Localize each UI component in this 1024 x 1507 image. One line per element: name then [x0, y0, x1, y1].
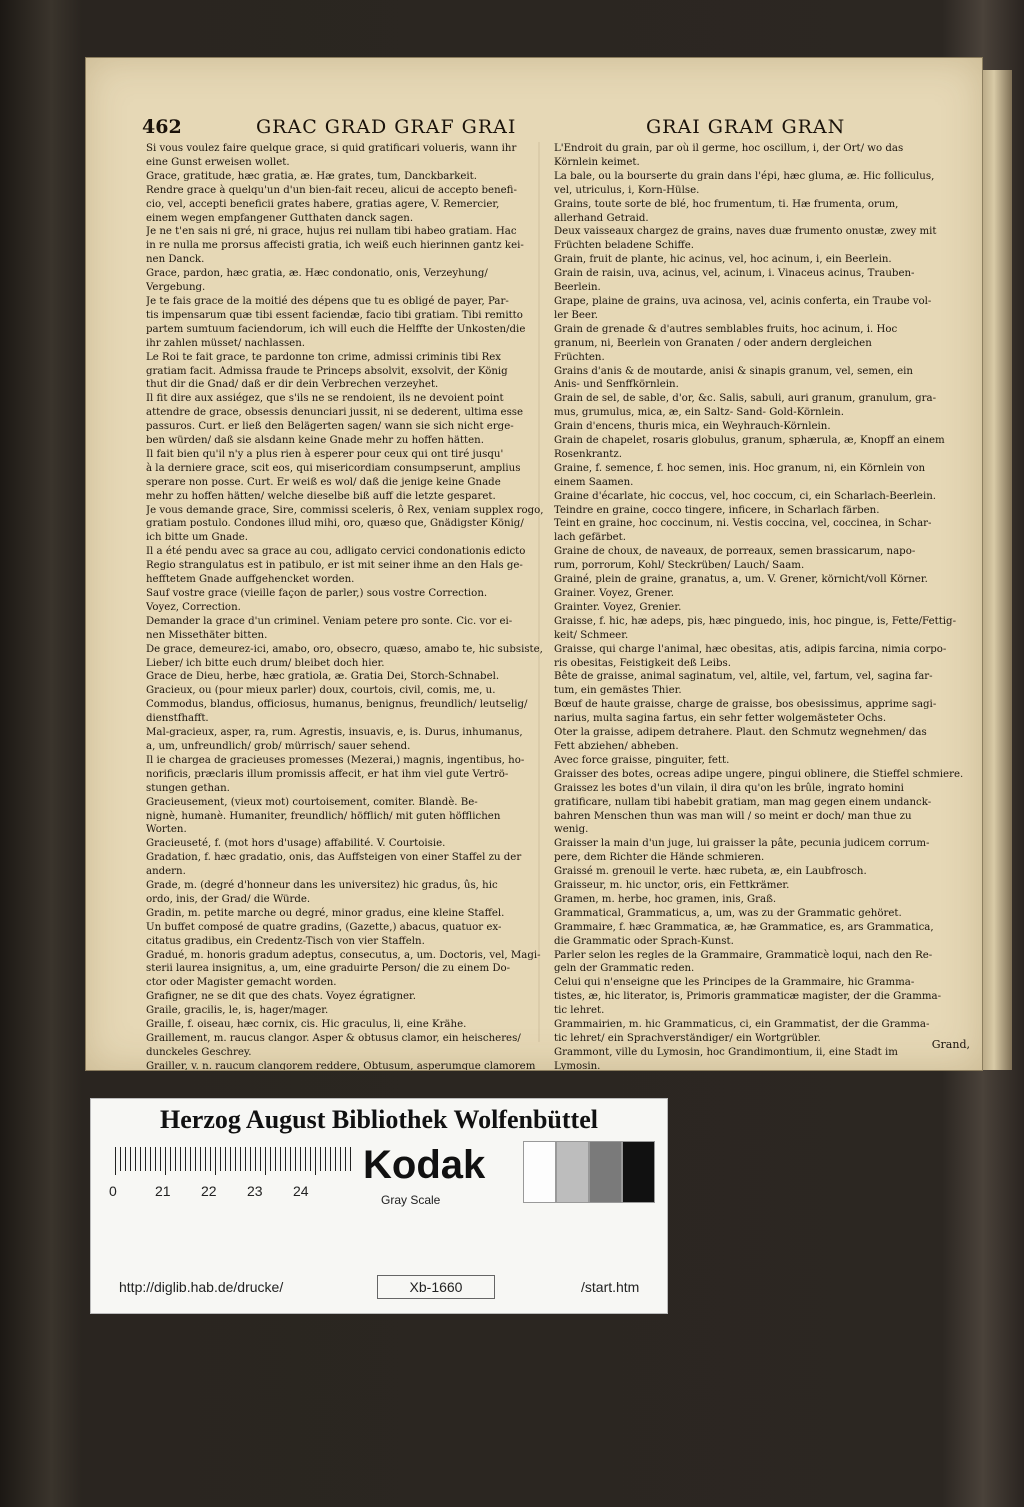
text-line: Grains, toute sorte de blé, hoc frumentum, ti. Hæ frumenta, orum, — [554, 198, 899, 210]
ruler-tick — [350, 1147, 351, 1171]
text-line: Grain, fruit de plante, hic acinus, vel, hoc acinum, i, ein Beerlein. — [554, 254, 892, 266]
scale-number: 24 — [293, 1183, 309, 1199]
text-line: gratiam postulo. Condones illud mihi, oro, quæso que, Gnädigster König/ — [146, 518, 524, 530]
ruler-tick — [275, 1147, 276, 1171]
text-line: sterii laurea insignitus, a, um, eine graduirte Person/ die zu einem Do- — [146, 963, 511, 975]
text-line: Il ie chargea de gracieuses promesses (Mezerai,) magnis, ingentibus, ho- — [146, 754, 525, 766]
scale-number: 22 — [201, 1183, 217, 1199]
ruler-tick — [215, 1147, 216, 1175]
text-line: allerhand Getraid. — [554, 212, 649, 224]
text-line: Lieber/ ich bitte euch drum/ bleibet doch hier. — [146, 657, 385, 669]
text-line: Grammaire, f. hæc Grammatica, æ, hæ Grammatice, es, ars Grammatica, — [554, 921, 934, 933]
text-line: Grain de chapelet, rosaris globulus, granum, sphærula, æ, Knopff an einem — [554, 435, 945, 447]
text-line: partem sumtuum faciendorum, ich will euch die Helffte der Unkosten/die — [146, 323, 526, 335]
running-header — [86, 116, 982, 142]
text-line: Il fait bien qu'il n'y a plus rien à esperer pour ceux qui ont tiré jusqu' — [146, 448, 504, 460]
text-line: Commodus, blandus, officiosus, humanus, benignus, freundlich/ leutselig/ — [146, 699, 528, 711]
text-line: ordo, inis, der Grad/ die Würde. — [146, 893, 311, 905]
text-line: attendre de grace, obsessis denunciari jussit, ni se dederent, ultima esse — [146, 407, 524, 419]
text-line: Il fit dire aux assiégez, que s'ils ne se rendoient, ils ne devoient point — [146, 393, 504, 405]
text-line: geln der Grammatic reden. — [554, 963, 695, 975]
text-line: Je te fais grace de la moitié des dépens que tu es obligé de payer, Par- — [146, 295, 509, 307]
text-line: Beerlein. — [554, 282, 601, 294]
text-line: Graine de choux, de naveaux, de porreaux, semen brassicarum, napo- — [554, 546, 916, 558]
ruler-tick — [335, 1147, 336, 1171]
text-line: citatus gradibus, ein Credentz-Tisch von vier Staffeln. — [146, 935, 425, 947]
ruler-tick — [270, 1147, 271, 1171]
left-column — [146, 142, 556, 1070]
text-line: dienstfhafft. — [146, 713, 209, 725]
ruler-tick — [305, 1147, 306, 1171]
ruler-tick — [115, 1147, 116, 1175]
text-line: pere, dem Richter die Hände schmieren. — [554, 852, 765, 864]
text-line: a, um, unfreundlich/ grob/ mürrisch/ sauer sehend. — [146, 740, 411, 752]
text-line: Gracieusement, (vieux mot) courtoisement, comiter. Blandè. Be- — [146, 796, 478, 808]
ruler-tick — [295, 1147, 296, 1171]
text-line: Graille, f. oiseau, hæc cornix, cis. Hic graculus, li, eine Krähe. — [146, 1019, 467, 1031]
text-line: Je ne t'en sais ni gré, ni grace, hujus rei nullam tibi habeo gratiam. Hac — [146, 226, 517, 238]
text-line: nen Missethäter bitten. — [146, 629, 268, 641]
text-line: Gradin, m. petite marche ou degré, minor gradus, eine kleine Staffel. — [146, 907, 505, 919]
text-line: Grainé, plein de graine, granatus, a, um. V. Grener, körnicht/voll Körner. — [554, 574, 928, 586]
ruler-tick — [320, 1147, 321, 1171]
text-line: granum, ni, Beerlein von Granaten / oder andern dergleichen — [554, 337, 872, 349]
text-line: Gramen, m. herbe, hoc gramen, inis, Graß. — [554, 893, 777, 905]
gray-patch — [589, 1141, 622, 1203]
text-line: Grainter. Voyez, Grenier. — [554, 601, 682, 613]
text-line: keit/ Schmeer. — [554, 629, 629, 641]
ruler-tick — [210, 1147, 211, 1171]
text-line: Teindre en graine, cocco tingere, inficere, in Scharlach färben. — [554, 504, 880, 516]
text-line: Graine d'écarlate, hic coccus, vel, hoc coccum, ci, ein Scharlach-Beerlein. — [554, 490, 937, 502]
text-line: einem wegen empfangener Gutthaten danck sagen. — [146, 212, 414, 224]
text-line: sperare non posse. Curt. Er weiß es wol/ daß die jenige keine Gnade — [146, 476, 501, 488]
text-line: Graisseur, m. hic unctor, oris, ein Fettkrämer. — [554, 880, 790, 892]
right-running-head: GRAI GRAM GRAN — [646, 116, 846, 138]
ruler-tick — [345, 1147, 346, 1171]
gray-scale-label: Gray Scale — [381, 1193, 441, 1207]
text-line: Grain de sel, de sable, d'or, &c. Salis, sabuli, auri granum, granulum, gra- — [554, 393, 937, 405]
ruler-tick — [130, 1147, 131, 1171]
text-line: Grade, m. (degré d'honneur dans les universitez) hic gradus, ûs, hic — [146, 880, 498, 892]
text-line: Grape, plaine de grains, uva acinosa, vel, acinis conferta, ein Traube vol- — [554, 295, 932, 307]
text-line: dunckeles Geschrey. — [146, 1046, 252, 1058]
ruler-tick — [330, 1147, 331, 1171]
text-line: norificis, præclaris illum promissis affecit, er hat ihm viel gute Vertrö- — [146, 768, 509, 780]
text-line: Grammatical, Grammaticus, a, um, was zu der Grammatic gehöret. — [554, 907, 902, 919]
source-url: http://diglib.hab.de/drucke/ — [119, 1279, 284, 1295]
ruler-tick — [135, 1147, 136, 1171]
text-line: Deux vaisseaux chargez de grains, naves duæ frumento onustæ, zwey mit — [554, 226, 937, 238]
text-line: Grammont, ville du Lymosin, hoc Grandimontium, ii, eine Stadt im — [554, 1046, 898, 1058]
ruler-tick — [145, 1147, 146, 1171]
start-link: /start.htm — [581, 1279, 640, 1295]
text-line: Teint en graine, hoc coccinum, ni. Vestis coccina, vel, coccinea, in Schar- — [554, 518, 932, 530]
text-line: thut dir die Gnad/ daß er dir dein Verbrechen verzeyhet. — [146, 379, 439, 391]
text-line: ich bitte um Gnade. — [146, 532, 249, 544]
text-line: narius, multa sagina fartus, ein sehr fetter wolgemästeter Ochs. — [554, 713, 887, 725]
ruler-tick — [260, 1147, 261, 1171]
text-line: Graisse, f. hic, hæ adeps, pis, hæc pinguedo, inis, hoc pingue, is, Fette/Fettig- — [554, 615, 957, 627]
library-name: Herzog August Bibliothek Wolfenbüttel — [160, 1105, 598, 1134]
text-line: Grace de Dieu, herbe, hæc gratiola, æ. Gratia Dei, Storch-Schnabel. — [146, 671, 500, 683]
ruler-tick — [195, 1147, 196, 1171]
text-line: Gracieux, ou (pour mieux parler) doux, courtois, civil, comis, me, u. — [146, 685, 496, 697]
ruler-tick — [180, 1147, 181, 1171]
text-line: Si vous voulez faire quelque grace, si quid gratificari volueris, wann ihr — [146, 143, 517, 154]
text-line: Worten. — [146, 824, 187, 836]
text-line: mehr zu hoffen hätten/ welche dieselbe biß auff die letzte gesparet. — [146, 490, 496, 502]
text-line: Graissez les botes d'un vilain, il dira qu'on les brûle, ingrato homini — [554, 782, 904, 794]
text-line: lach gefärbet. — [554, 532, 626, 544]
scale-numbers — [109, 1183, 339, 1199]
ruler-tick — [300, 1147, 301, 1171]
text-line: Graisser des botes, ocreas adipe ungere, pingui oblinere, die Stieffel schmiere. — [554, 768, 964, 780]
ruler-tick — [250, 1147, 251, 1171]
text-line: Grafigner, ne se dit que des chats. Voyez égratigner. — [146, 991, 417, 1003]
catchword: Grand, — [931, 1038, 970, 1051]
ruler-scale — [115, 1147, 357, 1171]
text-line: tum, ein gemästes Thier. — [554, 685, 682, 697]
text-line: Grain de grenade & d'autres semblables fruits, hoc acinum, i. Hoc — [554, 323, 898, 335]
ruler-tick — [150, 1147, 151, 1171]
text-line: rum, porrorum, Kohl/ Steckrüben/ Lauch/ Saam. — [554, 560, 805, 572]
text-line: passuros. Curt. er ließ den Belägerten sagen/ wann sie sich nicht erge- — [146, 421, 514, 433]
text-line: De grace, demeurez-ici, amabo, oro, obsecro, quæso, amabo te, hic subsiste, — [146, 643, 543, 655]
color-target-card — [90, 1098, 668, 1314]
text-line: L'Endroit du grain, par où il germe, hoc oscillum, i, der Ort/ wo das — [554, 143, 904, 154]
scale-number: 21 — [155, 1183, 171, 1199]
right-column — [554, 142, 964, 1070]
gray-patch — [622, 1141, 655, 1203]
ruler-tick — [245, 1147, 246, 1171]
text-line: Gradation, f. hæc gradatio, onis, das Auffsteigen von einer Staffel zu der — [146, 852, 522, 864]
text-line: Grammairien, m. hic Grammaticus, ci, ein Grammatist, der die Gramma- — [554, 1019, 930, 1031]
text-line: bahren Menschen thun was man will / so meint er doch/ man thue zu — [554, 810, 912, 822]
text-line: Graissé m. grenouil le verte. hæc rubeta, æ, ein Laubfrosch. — [554, 866, 867, 878]
gray-patch — [556, 1141, 589, 1203]
text-line: Grainer. Voyez, Grener. — [554, 588, 674, 599]
text-line: Vergebung. — [146, 282, 206, 294]
text-line: Früchten. — [554, 351, 605, 363]
ruler-tick — [185, 1147, 186, 1171]
text-line: Il a été pendu avec sa grace au cou, adligato cervici condonationis edicto — [146, 546, 526, 558]
ruler-tick — [175, 1147, 176, 1171]
text-line: ctor oder Magister gemacht worden. — [146, 977, 337, 989]
text-line: Grace, pardon, hæc gratia, æ. Hæc condonatio, onis, Verzeyhung/ — [146, 268, 488, 280]
text-line: Un buffet composé de quatre gradins, (Gazette,) abacus, quatuor ex- — [146, 921, 502, 933]
text-line: wenig. — [554, 824, 589, 836]
text-line: mus, grumulus, mica, æ, ein Saltz- Sand- Gold-Körnlein. — [554, 407, 844, 419]
text-line: Parler selon les regles de la Grammaire, Grammaticè loqui, nach den Re- — [554, 949, 933, 961]
text-line: Graisse, qui charge l'animal, hæc obesitas, atis, adipis farcina, nimia corpo- — [554, 643, 947, 655]
text-line: Sauf vostre grace (vieille façon de parler,) sous vostre Correction. — [146, 588, 488, 599]
text-line: ler Beer. — [554, 309, 598, 321]
text-line: Grace, gratitude, hæc gratia, æ. Hæ grates, tum, Danckbarkeit. — [146, 170, 478, 182]
text-line: Graisser la main d'un juge, lui graisser la pâte, pecunia judicem corrum- — [554, 838, 930, 850]
text-line: ihr zahlen müsset/ nachlassen. — [146, 337, 306, 349]
ruler-tick — [240, 1147, 241, 1171]
text-line: Oter la graisse, adipem detrahere. Plaut. den Schmutz wegnehmen/ das — [554, 727, 927, 739]
ruler-tick — [310, 1147, 311, 1171]
text-line: gratificare, nullam tibi habebit gratiam, man mag gegen einem undanck- — [554, 796, 932, 808]
ruler-tick — [225, 1147, 226, 1171]
text-line: Graine, f. semence, f. hoc semen, inis. Hoc granum, ni, ein Körnlein von — [554, 462, 926, 474]
gray-patch — [523, 1141, 556, 1203]
text-line: cio, vel, accepti beneficii grates habere, gratias agere, V. Remercier, — [146, 198, 500, 210]
ruler-tick — [315, 1147, 316, 1175]
ruler-tick — [265, 1147, 266, 1175]
ruler-tick — [325, 1147, 326, 1171]
text-line: einem Saamen. — [554, 476, 634, 488]
text-line: gratiam facit. Admissa fraude te Princeps absolvit, exsolvit, der König — [146, 365, 508, 377]
ruler-tick — [190, 1147, 191, 1171]
text-line: nignè, humanè. Humaniter, freundlich/ höfflich/ mit guten höfflichen — [146, 810, 501, 822]
book-page — [86, 58, 982, 1070]
text-line: Le Roi te fait grace, te pardonne ton crime, admissi criminis tibi Rex — [146, 351, 502, 363]
scale-number: 0 — [109, 1183, 117, 1199]
page-number: 462 — [142, 116, 182, 138]
ruler-tick — [200, 1147, 201, 1171]
text-line: Rendre grace à quelqu'un d'un bien-fait receu, alicui de accepto benefi- — [146, 184, 517, 196]
ruler-tick — [170, 1147, 171, 1171]
text-line: hefftetem Gnade auffgehencket worden. — [146, 574, 355, 586]
text-line: vel, utriculus, i, Korn-Hülse. — [554, 184, 700, 196]
text-line: Bœuf de haute graisse, charge de graisse, bos obesissimus, apprime sagi- — [554, 699, 937, 711]
kodak-logo: Kodak — [363, 1143, 486, 1187]
text-line: eine Gunst erweisen wollet. — [146, 156, 290, 168]
ruler-tick — [340, 1147, 341, 1171]
facing-page-edge — [982, 70, 1012, 1070]
text-line: in re nulla me prorsus affecisti gratia, ich weiß euch hierinnen gantz kei- — [146, 240, 524, 252]
ruler-tick — [205, 1147, 206, 1171]
text-line: Rosenkrantz. — [554, 448, 622, 460]
text-line: à la derniere grace, scit eos, qui misericordiam consumpserunt, amplius — [146, 462, 521, 474]
text-line: nen Danck. — [146, 254, 205, 266]
scale-number: 23 — [247, 1183, 263, 1199]
text-line: Celui qui n'enseigne que les Principes de la Grammaire, hic Gramma- — [554, 977, 915, 989]
text-line: Grain d'encens, thuris mica, ein Weyhrauch-Körnlein. — [554, 421, 831, 433]
left-running-head: GRAC GRAD GRAF GRAI — [256, 116, 517, 138]
text-line: Körnlein keimet. — [554, 156, 640, 168]
text-line: La bale, ou la bourserte du grain dans l'épi, hæc gluma, æ. Hic folliculus, — [554, 170, 935, 182]
ruler-tick — [220, 1147, 221, 1171]
text-line: Graile, gracilis, le, is, hager/mager. — [146, 1005, 329, 1017]
text-line: Avec force graisse, pinguiter, fett. — [554, 754, 730, 766]
ruler-tick — [285, 1147, 286, 1171]
ruler-tick — [155, 1147, 156, 1171]
ruler-tick — [120, 1147, 121, 1171]
ruler-tick — [255, 1147, 256, 1171]
text-line: Früchten beladene Schiffe. — [554, 240, 694, 252]
text-line: Lymosin. — [554, 1060, 601, 1070]
ruler-tick — [290, 1147, 291, 1171]
text-line: ris obesitas, Feistigkeit deß Leibs. — [554, 657, 731, 669]
text-line: Gradué, m. honoris gradum adeptus, consecutus, a, um. Doctoris, vel, Magi- — [146, 949, 541, 961]
text-line: Mal-gracieux, asper, ra, rum. Agrestis, insuavis, e, is. Durus, inhumanus, — [146, 727, 523, 739]
text-line: Grains d'anis & de moutarde, anisi & sinapis granum, vel, semen, ein — [554, 365, 913, 377]
ruler-tick — [160, 1147, 161, 1171]
text-line: die Grammatic oder Sprach-Kunst. — [554, 935, 734, 947]
ruler-tick — [125, 1147, 126, 1171]
text-line: Bête de graisse, animal saginatum, vel, altile, vel, fartum, vel, sagina far- — [554, 671, 933, 683]
text-line: Grain de raisin, uva, acinus, vel, acinum, i. Vinaceus acinus, Trauben- — [554, 268, 915, 280]
ruler-tick — [235, 1147, 236, 1171]
text-line: Anis- und Senffkörnlein. — [554, 379, 679, 391]
text-line: Voyez, Correction. — [146, 601, 241, 613]
text-line: Je vous demande grace, Sire, commissi sceleris, ô Rex, veniam supplex rogo, — [146, 504, 544, 516]
text-line: andern. — [146, 866, 186, 878]
ruler-tick — [280, 1147, 281, 1171]
text-line: tis impensarum quæ tibi essent faciendæ, facio tibi gratiam. Tibi remitto — [146, 309, 523, 321]
text-line: stungen gethan. — [146, 782, 230, 794]
text-line: Grailler, v. n. raucum clangorem reddere, Obtusum, asperumque clamorem — [146, 1060, 536, 1070]
text-line: tic lehret. — [554, 1005, 605, 1017]
ruler-tick — [140, 1147, 141, 1171]
gray-scale-patches — [523, 1141, 655, 1203]
ruler-tick — [230, 1147, 231, 1171]
text-line: Graillement, m. raucus clangor. Asper & obtusus clamor, ein heischeres/ — [146, 1033, 521, 1044]
shelfmark: Xb-1660 — [377, 1275, 495, 1299]
text-line: ben würden/ daß sie alsdann keine Gnade mehr zu hoffen hätten. — [146, 435, 484, 447]
text-line: tistes, æ, hic literator, is, Primoris grammaticæ magister, der die Gramma- — [554, 991, 942, 1003]
text-line: Gracieuseté, f. (mot hors d'usage) affabilité. V. Courtoisie. — [146, 838, 446, 850]
text-line: Demander la grace d'un criminel. Veniam petere pro sonte. Cic. vor ei- — [146, 615, 513, 627]
ruler-tick — [165, 1147, 166, 1175]
text-line: tic lehret/ ein Sprachverständiger/ ein Wortgrübler. — [554, 1033, 821, 1044]
text-line: Regio strangulatus est in patibulo, er ist mit seiner ihme an den Hals ge- — [146, 560, 523, 572]
text-line: Fett abziehen/ abheben. — [554, 740, 679, 752]
